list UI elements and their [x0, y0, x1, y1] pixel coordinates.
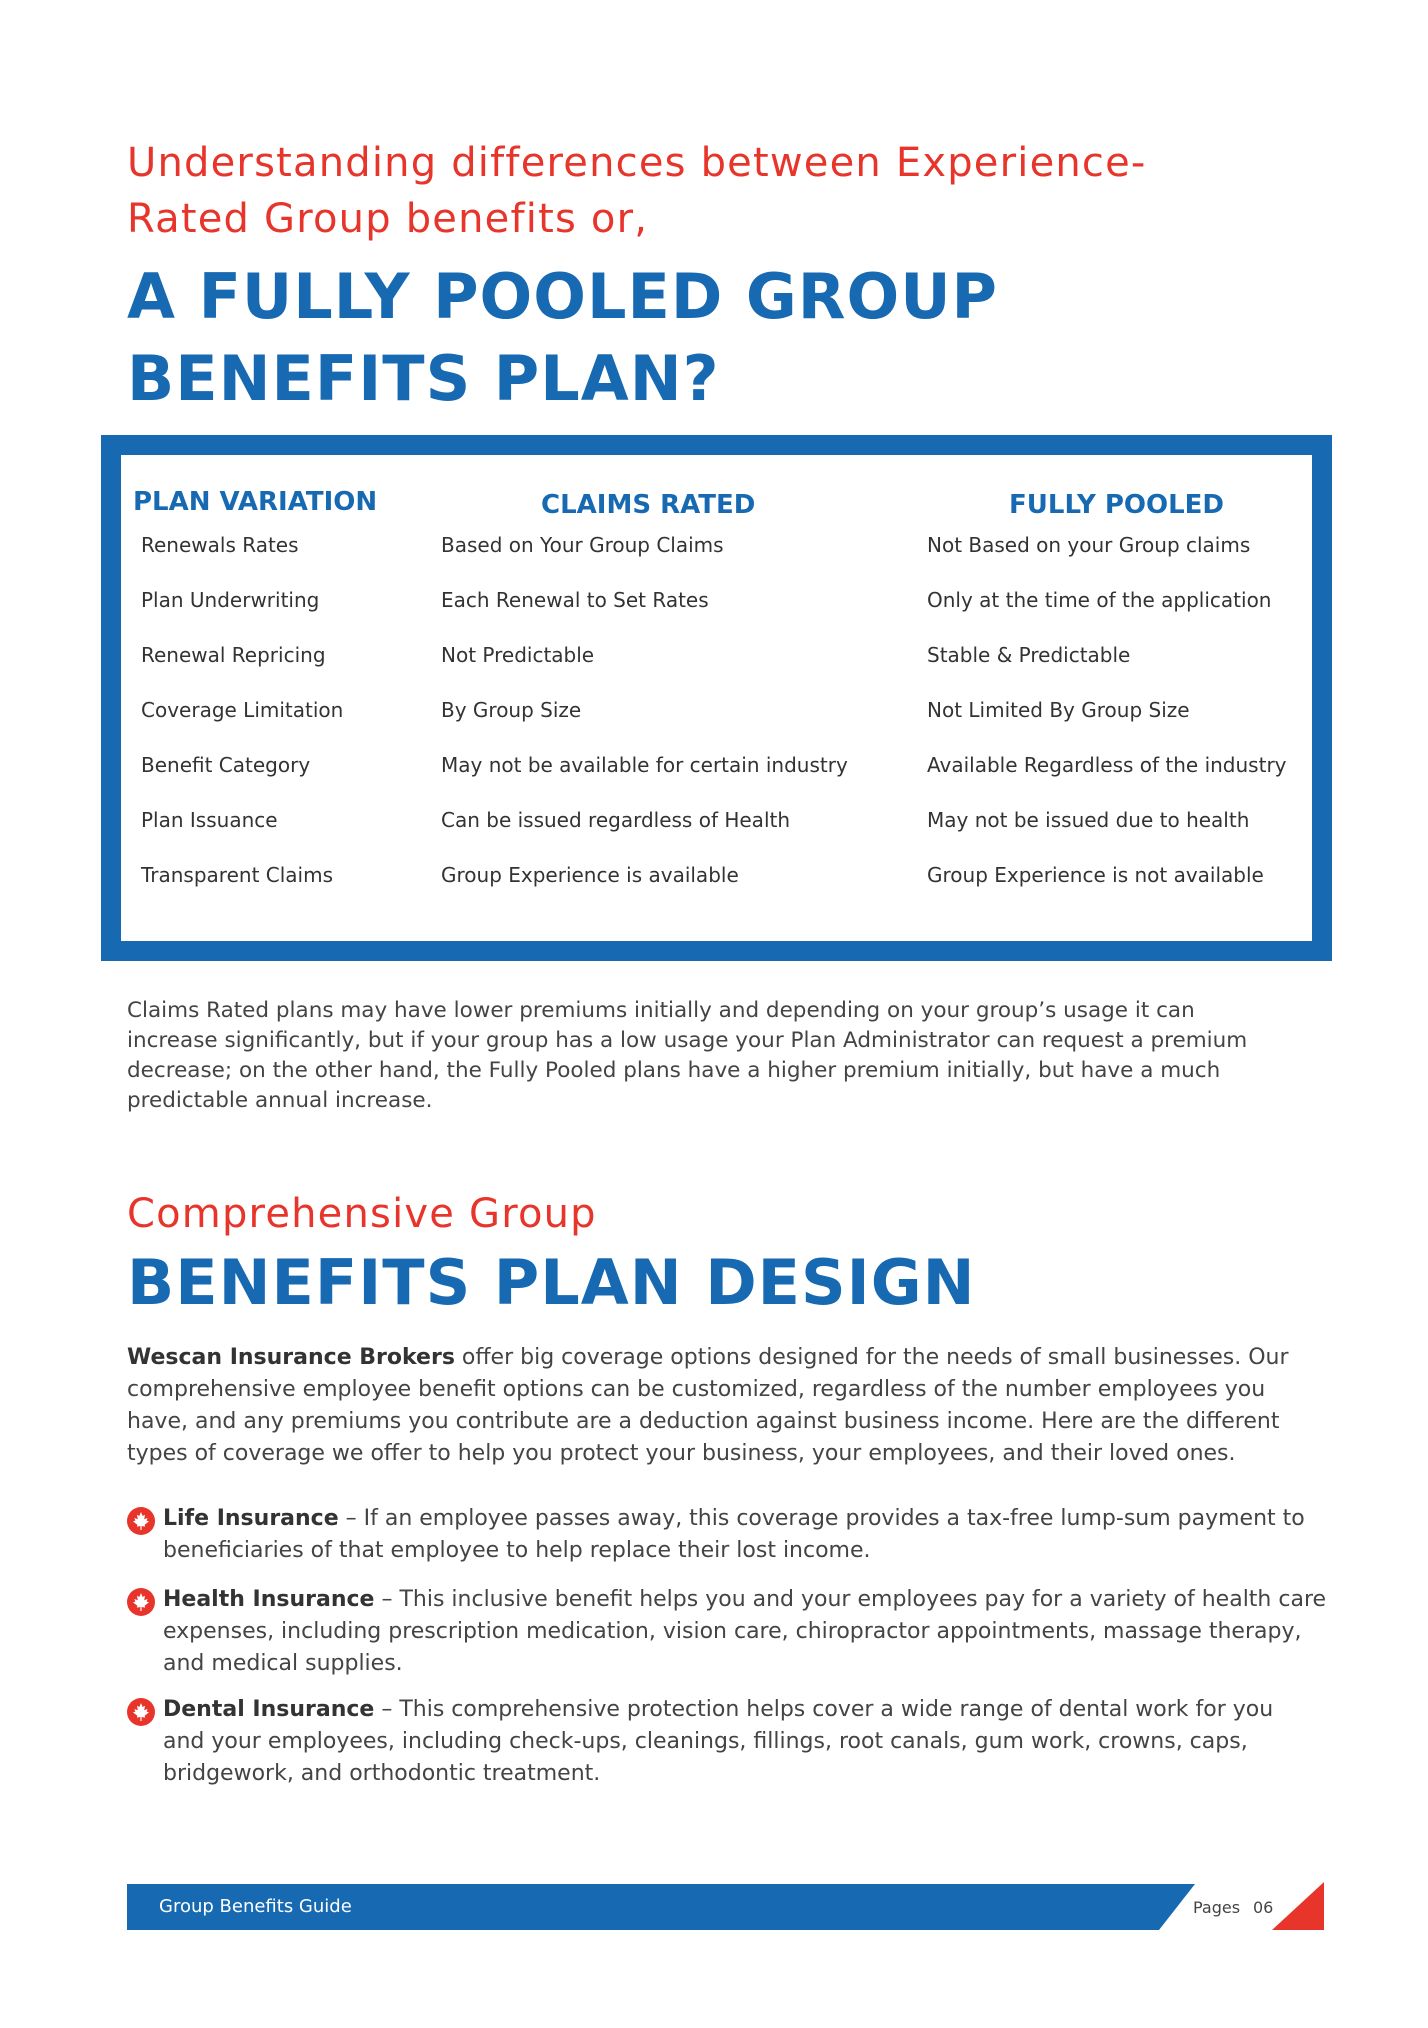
- list-item-line: – This inclusive benefit helps you and your employees pay for a variety of health care: [374, 1587, 1327, 1612]
- list-item-line: and medical supplies.: [163, 1651, 403, 1676]
- table-cell-fully-pooled: Available Regardless of the industry: [927, 753, 1287, 777]
- paragraph-line: comprehensive employee benefit options can be customized, regardless of the number employees you: [127, 1377, 1266, 1402]
- header-plan-variation: PLAN VARIATION: [133, 487, 378, 517]
- table-cell-variation: Transparent Claims: [141, 863, 334, 887]
- paragraph-line: types of coverage we offer to help you protect your business, your employees, and their loved ones.: [127, 1441, 1236, 1466]
- table-cell-fully-pooled: Not Limited By Group Size: [927, 698, 1190, 722]
- list-item-line: – This comprehensive protection helps cover a wide range of dental work for you: [374, 1697, 1274, 1722]
- paragraph-line: increase significantly, but if your group has a low usage your Plan Administrator can request a premium: [127, 1028, 1248, 1053]
- table-cell-fully-pooled: Only at the time of the application: [927, 588, 1272, 612]
- table-cell-claims-rated: Not Predictable: [441, 643, 595, 667]
- maple-leaf-icon: [127, 1507, 155, 1535]
- header-claims-rated: CLAIMS RATED: [541, 490, 756, 520]
- section2-subtitle: Comprehensive Group: [127, 1191, 597, 1237]
- paragraph-line: have, and any premiums you contribute are a deduction against business income. Here are the different: [127, 1409, 1280, 1434]
- section1-subtitle: [127, 135, 1227, 247]
- paragraph-line: decrease; on the other hand, the Fully Pooled plans have a higher premium initially, but have a much: [127, 1058, 1221, 1083]
- list-item-line: – If an employee passes away, this coverage provides a tax-free lump-sum payment to: [338, 1506, 1305, 1531]
- table-cell-fully-pooled: Not Based on your Group claims: [927, 533, 1251, 557]
- list-item-title: Dental Insurance: [163, 1697, 375, 1722]
- maple-leaf-icon: [127, 1698, 155, 1726]
- table-cell-fully-pooled: Group Experience is not available: [927, 863, 1264, 887]
- footer-guide-label: Group Benefits Guide: [159, 1896, 352, 1917]
- table-cell-fully-pooled: Stable & Predictable: [927, 643, 1131, 667]
- intro-paragraph: [127, 1342, 1347, 1470]
- table-cell-claims-rated: Can be issued regardless of Health: [441, 808, 791, 832]
- section1-title-line2: BENEFITS PLAN?: [127, 342, 720, 415]
- paragraph-line: Claims Rated plans may have lower premiums initially and depending on your group’s usage it can: [127, 998, 1195, 1023]
- list-item-text: [163, 1694, 1347, 1790]
- table-cell-variation: Coverage Limitation: [141, 698, 344, 722]
- table-cell-claims-rated: By Group Size: [441, 698, 582, 722]
- list-item-title: Health Insurance: [163, 1587, 375, 1612]
- section1-subtitle-line1: Understanding differences between Experience-: [127, 140, 1147, 186]
- list-item-line: expenses, including prescription medication, vision care, chiropractor appointments, massage therapy,: [163, 1619, 1302, 1644]
- table-cell-variation: Renewals Rates: [141, 533, 299, 557]
- list-item-health-insurance: [127, 1584, 1347, 1680]
- table-cell-claims-rated: May not be available for certain industry: [441, 753, 848, 777]
- section1-title: [127, 256, 1277, 420]
- list-item-line: beneficiaries of that employee to help replace their lost income.: [163, 1538, 871, 1563]
- list-item-text: [163, 1503, 1347, 1567]
- list-item-line: and your employees, including check-ups, cleanings, fillings, root canals, gum work, crowns, caps,: [163, 1729, 1248, 1754]
- table-cell-variation: Renewal Repricing: [141, 643, 326, 667]
- comparison-table: [101, 435, 1332, 961]
- footer-page-number: 06: [1253, 1898, 1274, 1917]
- table-cell-claims-rated: Each Renewal to Set Rates: [441, 588, 709, 612]
- list-item-text: [163, 1584, 1347, 1680]
- section2-title: BENEFITS PLAN DESIGN: [127, 1246, 976, 1319]
- table-cell-claims-rated: Based on Your Group Claims: [441, 533, 724, 557]
- header-fully-pooled: FULLY POOLED: [1009, 490, 1225, 520]
- footer-bar: [127, 1884, 1195, 1930]
- claims-explanation-paragraph: [127, 996, 1347, 1116]
- paragraph-line: offer big coverage options designed for the needs of small businesses. Our: [454, 1345, 1289, 1370]
- table-cell-variation: Plan Underwriting: [141, 588, 320, 612]
- table-cell-claims-rated: Group Experience is available: [441, 863, 739, 887]
- maple-leaf-icon: [127, 1588, 155, 1616]
- table-cell-variation: Plan Issuance: [141, 808, 278, 832]
- paragraph-line: predictable annual increase.: [127, 1088, 433, 1113]
- table-cell-fully-pooled: May not be issued due to health: [927, 808, 1250, 832]
- section1-subtitle-line2: Rated Group benefits or,: [127, 196, 649, 242]
- list-item-dental-insurance: [127, 1694, 1347, 1790]
- table-cell-variation: Benefit Category: [141, 753, 311, 777]
- list-item-title: Life Insurance: [163, 1506, 339, 1531]
- corner-triangle-decoration: [1270, 1882, 1324, 1930]
- list-item-line: bridgework, and orthodontic treatment.: [163, 1761, 601, 1786]
- footer-pages-label: Pages: [1193, 1898, 1241, 1917]
- section1-title-line1: A FULLY POOLED GROUP: [127, 260, 998, 333]
- brand-name: Wescan Insurance Brokers: [127, 1345, 455, 1370]
- list-item-life-insurance: [127, 1503, 1347, 1567]
